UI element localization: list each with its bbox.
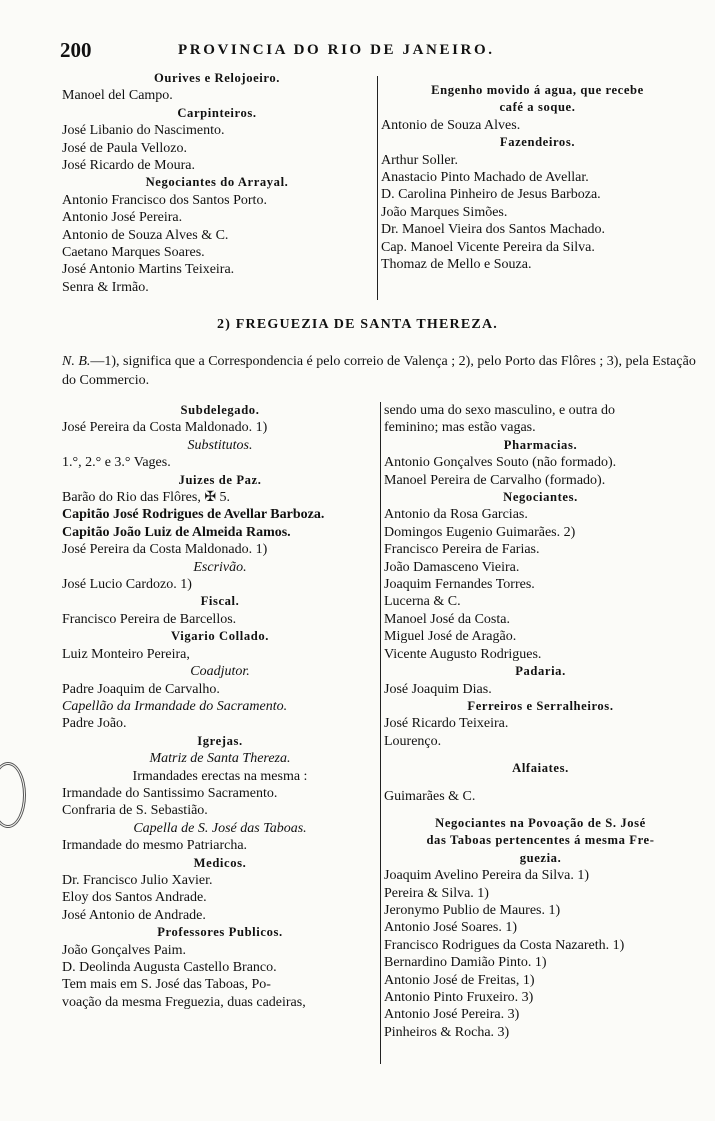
- entry-line: Antonio Francisco dos Santos Porto.: [62, 192, 267, 208]
- entry-line: Antonio de Souza Alves & C.: [62, 227, 229, 243]
- section-heading: Igrejas.: [197, 733, 243, 748]
- entry-line: Pereira & Silva. 1): [384, 885, 489, 901]
- entry-line: Antonio José Soares. 1): [384, 920, 517, 936]
- entry-line: Antonio José Pereira. 3): [384, 1007, 520, 1023]
- page-header: [0, 38, 715, 64]
- section-heading: Carpinteiros.: [177, 105, 257, 120]
- entry-line: Dr. Francisco Julio Xavier.: [62, 872, 213, 888]
- entry-line: voação da mesma Freguezia, duas cadeiras,: [62, 994, 306, 1010]
- entry-line: João Marques Simões.: [381, 204, 508, 220]
- sub-heading: Substitutos.: [187, 437, 253, 453]
- entry-line: Irmandade do Santissimo Sacramento.: [62, 785, 278, 801]
- entry-line: Dr. Manoel Vieira dos Santos Machado.: [381, 222, 606, 238]
- entry-line: [384, 750, 697, 760]
- entry-line: Vicente Augusto Rodrigues.: [384, 646, 542, 662]
- top-left-column: [62, 70, 372, 296]
- entry-line: Joaquim Avelino Pereira da Silva. 1): [384, 868, 590, 884]
- top-right-column: [381, 82, 694, 273]
- entry-line: Antonio José de Freitas, 1): [384, 972, 535, 988]
- entry-line: [384, 805, 697, 815]
- entry-line: Capitão João Luiz de Almeida Ramos.: [62, 524, 291, 540]
- entry-line: Arthur Soller.: [381, 152, 458, 168]
- entry-line: Pinheiros & Rocha. 3): [384, 1024, 510, 1040]
- entry-line: [384, 778, 697, 788]
- entry-line: João Damasceno Vieira.: [384, 559, 520, 575]
- sub-heading: Capella de S. José das Taboas.: [133, 820, 307, 836]
- entry-line: José Pereira da Costa Maldonado. 1): [62, 420, 268, 436]
- entry-line: Cap. Manoel Vicente Pereira da Silva.: [381, 239, 595, 255]
- section-heading: das Taboas pertencentes á mesma Fre-: [426, 833, 655, 848]
- entry-line: D. Carolina Pinheiro de Jesus Barboza.: [381, 187, 601, 203]
- entry-line: Antonio Pinto Fruxeiro. 3): [384, 990, 534, 1005]
- entry-line: feminino; mas estão vagas.: [384, 420, 536, 436]
- section-heading: Professores Publicos.: [157, 925, 283, 940]
- entry-line: Eloy dos Santos Andrade.: [62, 890, 207, 906]
- entry-line: Antonio de Souza Alves.: [381, 117, 521, 133]
- entry-line: Antonio José Pereira.: [62, 210, 183, 226]
- section-heading: Ourives e Relojoeiro.: [153, 71, 281, 85]
- entry-line: Lourenço.: [384, 733, 442, 749]
- entry-line: Irmandade do mesmo Patriarcha.: [62, 838, 248, 854]
- entry-line: Francisco Pereira de Barcellos.: [62, 611, 237, 627]
- entry-line: João Gonçalves Paim.: [62, 942, 187, 958]
- entry-line: José Libanio do Nascimento.: [62, 123, 225, 139]
- section-heading: Subdelegado.: [180, 403, 260, 417]
- section-heading: Negociantes na Povoação de S. José: [435, 815, 646, 830]
- entry-line: Thomaz de Mello e Souza.: [381, 257, 532, 273]
- entry-line: Padre Joaquim de Carvalho.: [62, 681, 220, 697]
- entry-line: Caetano Marques Soares.: [62, 245, 205, 261]
- entry-line: Anastacio Pinto Machado de Avellar.: [381, 170, 589, 186]
- section-heading: Engenho movido á agua, que recebe: [431, 83, 644, 97]
- entry-line: Bernardino Damião Pinto. 1): [384, 955, 547, 971]
- section-heading: Negociantes do Arrayal.: [145, 175, 289, 190]
- sub-heading: Matriz de Santa Thereza.: [149, 751, 291, 767]
- entry-line: Senra & Irmão.: [62, 279, 149, 295]
- page-number: 200: [60, 38, 92, 62]
- section-heading: Fazendeiros.: [499, 135, 576, 150]
- entry-line: José Antonio de Andrade.: [62, 907, 206, 923]
- bottom-left-column: [62, 402, 378, 1011]
- bottom-column-rule: [380, 402, 381, 1064]
- entry-line: Confraria de S. Sebastião.: [62, 803, 208, 819]
- entry-line: Irmandades erectas na mesma :: [132, 768, 308, 784]
- entry-line: Manoel Pereira de Carvalho (formado).: [384, 472, 606, 488]
- entry-line: Guimarães & C.: [384, 788, 476, 804]
- entry-line: Domingos Eugenio Guimarães. 2): [384, 524, 576, 540]
- entry-line: José Antonio Martins Teixeira.: [62, 262, 235, 278]
- entry-line: Manoel del Campo.: [62, 88, 173, 104]
- entry-line: José Ricardo Teixeira.: [384, 716, 509, 732]
- note-nb: N. B.: [62, 354, 91, 369]
- entry-line: Francisco Pereira de Farias.: [384, 542, 540, 558]
- entry-line: sendo uma do sexo masculino, e outra do: [384, 403, 615, 418]
- entry-line: Antonio Gonçalves Souto (não formado).: [384, 455, 617, 471]
- entry-line: Luiz Monteiro Pereira,: [62, 646, 190, 662]
- section-heading: Alfaiates.: [512, 761, 569, 776]
- entry-line: Barão do Rio das Flôres, ✠ 5.: [62, 490, 231, 506]
- entry-line: 1.°, 2.° e 3.° Vages.: [62, 455, 171, 471]
- entry-line: Francisco Rodrigues da Costa Nazareth. 1): [384, 937, 625, 953]
- parish-title: 2) FREGUEZIA DE SANTA THEREZA.: [217, 317, 498, 332]
- entry-line: Manoel José da Costa.: [384, 611, 510, 627]
- correspondence-note: [62, 352, 696, 390]
- entry-line: José Joaquim Dias.: [384, 681, 492, 697]
- entry-line: Padre João.: [62, 716, 127, 732]
- section-heading: guezia.: [519, 850, 562, 865]
- section-heading: café a soque.: [499, 100, 576, 115]
- note-text: —1), significa que a Correspondencia é pelo correio de Valença ; 2), pelo Porto das Flôres ; 3), pela Estação do Commercio.: [62, 354, 696, 388]
- section-heading: Medicos.: [193, 855, 247, 870]
- sub-heading: Coadjutor.: [190, 664, 250, 680]
- section-heading: Padaria.: [515, 664, 566, 679]
- sub-heading: Escrivão.: [193, 559, 247, 575]
- entry-line: José Pereira da Costa Maldonado. 1): [62, 542, 268, 558]
- sub-heading: Capellão da Irmandade do Sacramento.: [62, 698, 288, 714]
- entry-line: Miguel José de Aragão.: [384, 629, 517, 645]
- entry-line: D. Deolinda Augusta Castello Branco.: [62, 960, 277, 975]
- entry-line: José de Paula Vellozo.: [62, 140, 187, 156]
- section-heading: Pharmacias.: [503, 437, 578, 452]
- entry-line: Lucerna & C.: [384, 594, 461, 610]
- section-heading: Negociantes.: [503, 490, 578, 505]
- section-heading: Vigario Collado.: [171, 629, 269, 644]
- entry-line: Joaquim Fernandes Torres.: [384, 577, 535, 593]
- entry-line: Jeronymo Publio de Maures. 1): [384, 902, 561, 918]
- entry-line: Tem mais em S. José das Taboas, Po-: [62, 977, 271, 993]
- entry-line: Antonio da Rosa Garcias.: [384, 507, 528, 523]
- section-heading: Ferreiros e Serralheiros.: [467, 698, 614, 713]
- section-heading: Fiscal.: [200, 594, 240, 609]
- library-stamp-icon: [0, 762, 26, 828]
- entry-line: José Ricardo de Moura.: [62, 158, 195, 174]
- top-column-rule: [377, 76, 378, 300]
- entry-line: José Lucio Cardozo. 1): [62, 577, 192, 593]
- running-title: PROVINCIA DO RIO DE JANEIRO.: [178, 42, 495, 58]
- bottom-right-column: [384, 402, 697, 1041]
- section-heading: Juizes de Paz.: [178, 472, 262, 487]
- entry-line: Capitão José Rodrigues de Avellar Barboza.: [62, 507, 325, 523]
